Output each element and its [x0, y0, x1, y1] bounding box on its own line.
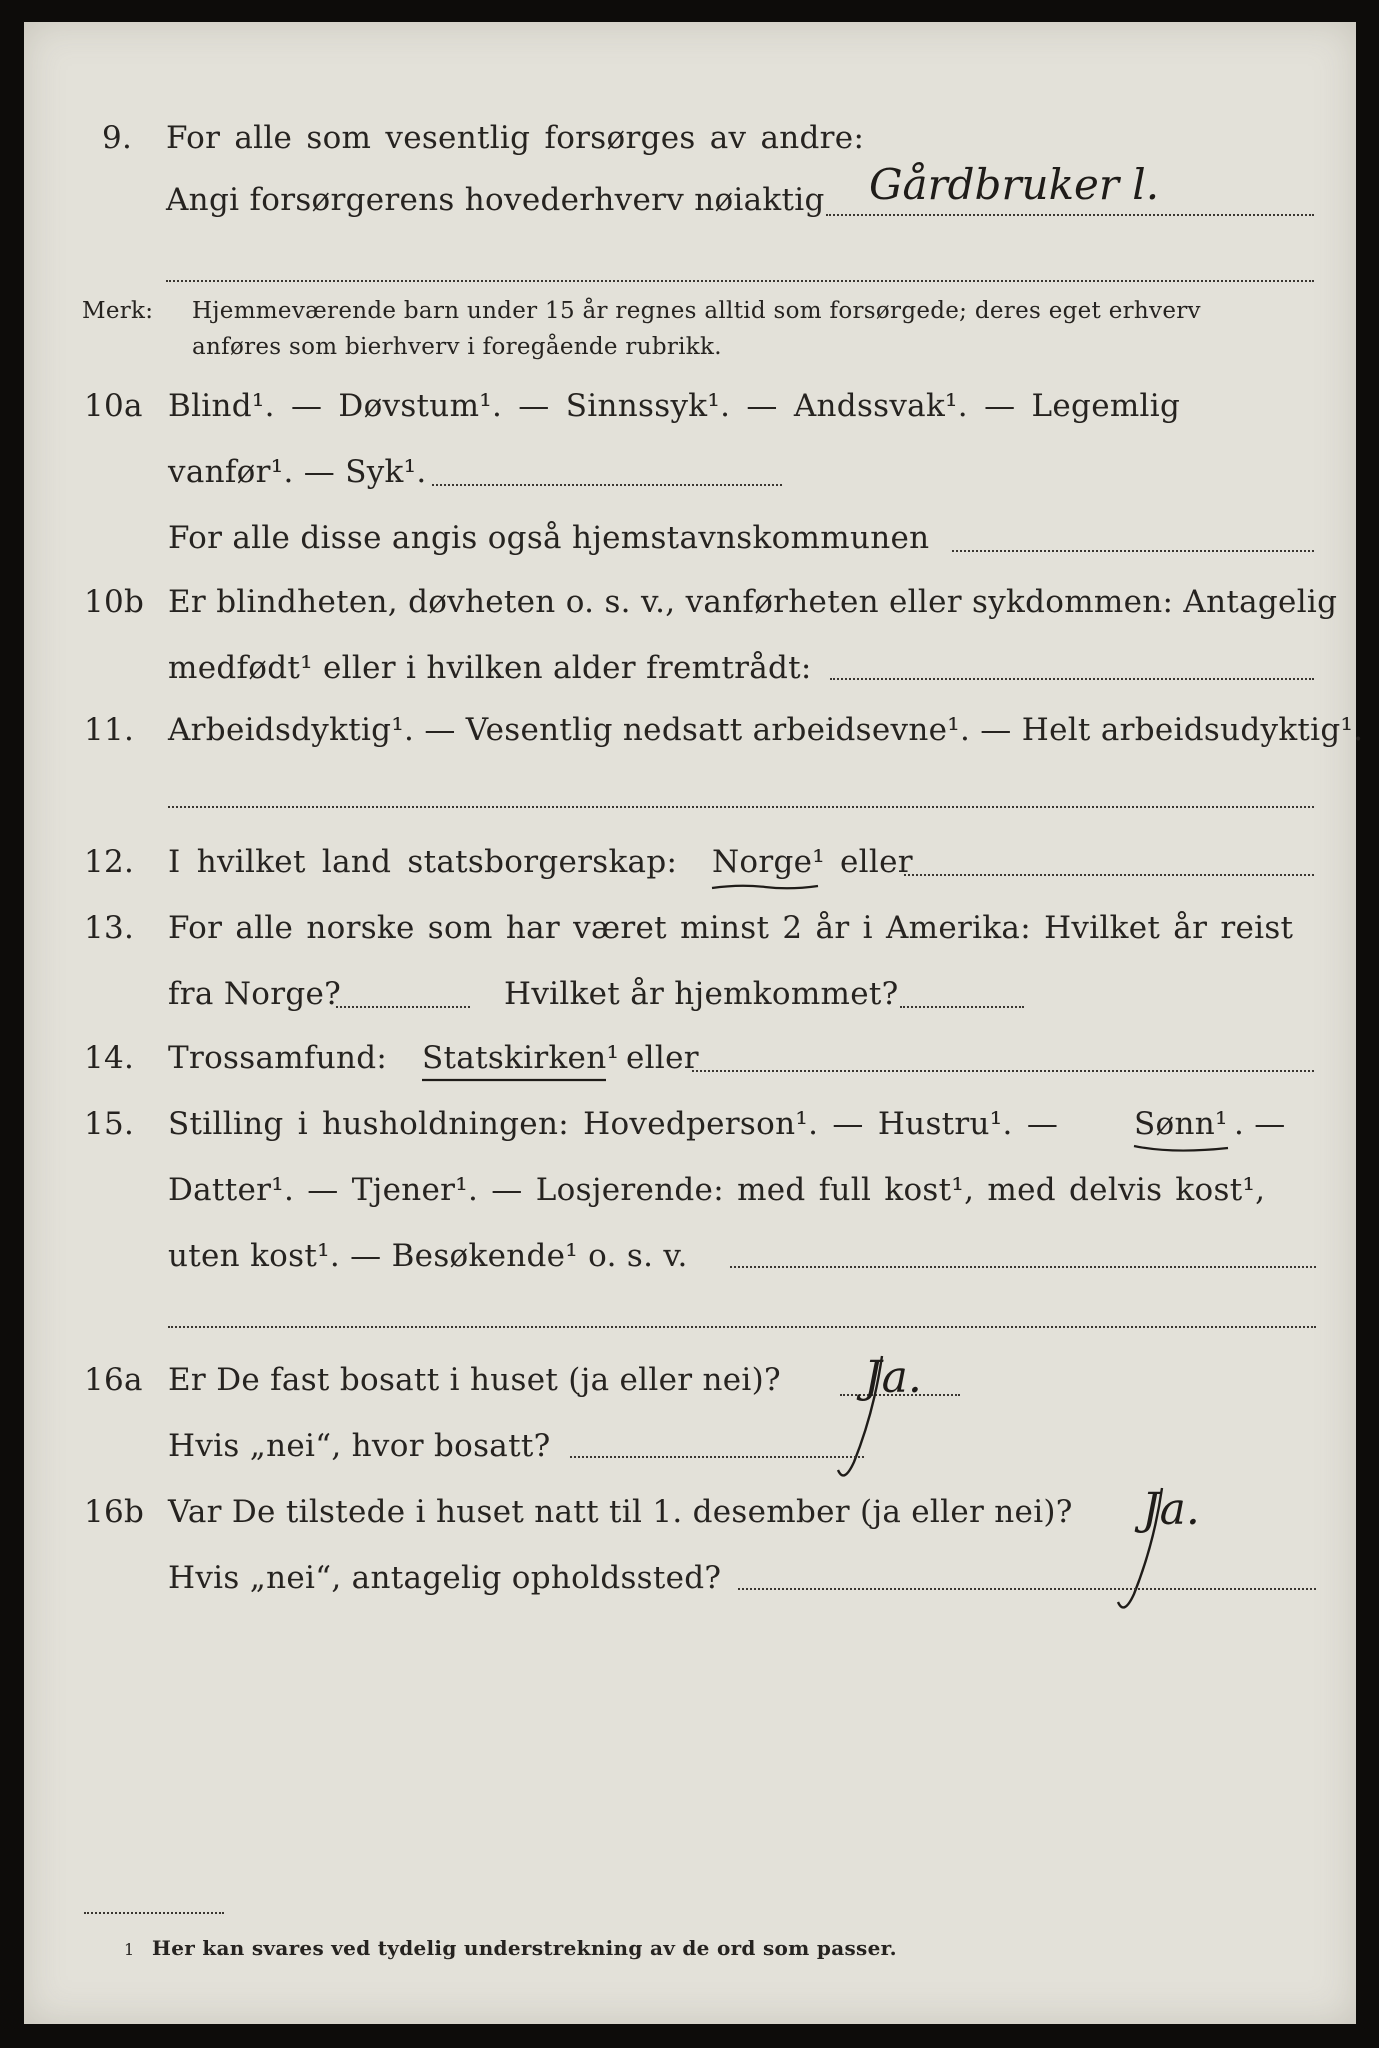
q11-line1: Arbeidsdyktig¹. — Vesentlig nedsatt arbeidsevne¹. — Helt arbeidsudyktig¹. — [168, 712, 1364, 748]
q13-reist-line — [336, 1006, 470, 1008]
q10b-number: 10b — [84, 584, 145, 620]
q14-statskirken-underline — [420, 1074, 610, 1086]
q9-line1: For alle som vesentlig forsørges av andre: — [166, 120, 865, 156]
q16a-handwriting-stroke — [834, 1352, 894, 1492]
q12-option-norge: Norge¹ — [712, 844, 826, 880]
q16b-handwritten-answer: Ja. — [1142, 1484, 1200, 1535]
q16b-line2: Hvis „nei“, antagelig opholdssted? — [168, 1560, 722, 1596]
q15-line1a: Stilling i husholdningen: Hovedperson¹. — Hustru¹. — — [168, 1106, 1059, 1142]
q16a-bosatt-line — [570, 1456, 864, 1458]
merk-line2: anføres som bierhverv i foregående rubrikk. — [192, 334, 722, 360]
q11-number: 11. — [84, 712, 135, 748]
q16b-handwriting-stroke — [1114, 1484, 1174, 1624]
q15-option-sonn: Sønn¹ — [1134, 1106, 1228, 1142]
merk-line1: Hjemmeværende barn under 15 år regnes alltid som forsørgede; deres eget erhverv — [192, 298, 1201, 324]
q13-line1: For alle norske som har været minst 2 år i Amerika: Hvilket år reist — [168, 910, 1294, 946]
q10a-line2: vanfør¹. — Syk¹. — [168, 454, 427, 490]
q10b-line1: Er blindheten, døvheten o. s. v., vanførheten eller sykdommen: Antagelig — [168, 584, 1338, 620]
q13-line2a: fra Norge? — [168, 976, 342, 1012]
q12-norge-underline — [710, 880, 820, 894]
footnote-text: Her kan svares ved tydelig understrekning av de ord som passer. — [152, 1936, 897, 1960]
q15-line1c: . — — [1234, 1106, 1286, 1142]
q15-line3: uten kost¹. — Besøkende¹ o. s. v. — [168, 1238, 688, 1274]
q14-option-statskirken: Statskirken¹ — [422, 1040, 620, 1076]
q15-sonn-underline — [1132, 1142, 1232, 1156]
q14-answer-line — [692, 1070, 1314, 1072]
q16b-number: 16b — [84, 1494, 145, 1530]
q13-hjemkommet-line — [900, 1006, 1024, 1008]
q15-number: 15. — [84, 1106, 135, 1142]
q14-suffix: eller — [626, 1040, 699, 1076]
q13-line2b: Hvilket år hjemkommet? — [504, 976, 899, 1012]
q10a-hjemstavn-line — [952, 550, 1314, 552]
q10a-line1: Blind¹. — Døvstum¹. — Sinnssyk¹. — Andssvak¹. — Legemlig — [168, 388, 1181, 424]
q9-handwritten-answer: Gårdbruker l. — [869, 160, 1160, 209]
q16a-number: 16a — [84, 1362, 143, 1398]
q10b-line2: medfødt¹ eller i hvilken alder fremtrådt: — [168, 650, 812, 686]
q9-line2: Angi forsørgerens hovederhverv nøiaktig — [166, 182, 825, 218]
q12-prefix: I hvilket land statsborgerskap: — [168, 844, 678, 880]
q10a-line3: For alle disse angis også hjemstavnskommunen — [168, 520, 930, 556]
q10b-answer-line — [830, 678, 1314, 680]
footnote-mark: 1 — [124, 1940, 135, 1959]
q16a-handwritten-answer: Ja. — [864, 1352, 922, 1403]
q12-suffix: eller — [840, 844, 913, 880]
q11-blank-line — [168, 806, 1314, 808]
q12-number: 12. — [84, 844, 135, 880]
q9-number: 9. — [102, 120, 133, 156]
q16b-line1: Var De tilstede i huset natt til 1. desember (ja eller nei)? — [168, 1494, 1073, 1530]
merk-label: Merk: — [82, 298, 154, 324]
q14-prefix: Trossamfund: — [168, 1040, 388, 1076]
q9-blank-line — [166, 280, 1314, 282]
q16a-line2: Hvis „nei“, hvor bosatt? — [168, 1428, 551, 1464]
q15-answer-line — [730, 1266, 1316, 1268]
census-form-page — [24, 22, 1364, 2024]
q10a-number: 10a — [84, 388, 143, 424]
q15-blank-line — [168, 1326, 1316, 1328]
q13-number: 13. — [84, 910, 135, 946]
q14-number: 14. — [84, 1040, 135, 1076]
footnote-separator — [84, 1912, 224, 1914]
q16a-line1: Er De fast bosatt i huset (ja eller nei)? — [168, 1362, 781, 1398]
q16b-opholdssted-line — [738, 1588, 1316, 1590]
q12-answer-line — [904, 874, 1314, 876]
q10a-syk-line — [432, 484, 782, 486]
q9-answer-line — [826, 214, 1314, 216]
q15-line2: Datter¹. — Tjener¹. — Losjerende: med full kost¹, med delvis kost¹, — [168, 1172, 1266, 1208]
